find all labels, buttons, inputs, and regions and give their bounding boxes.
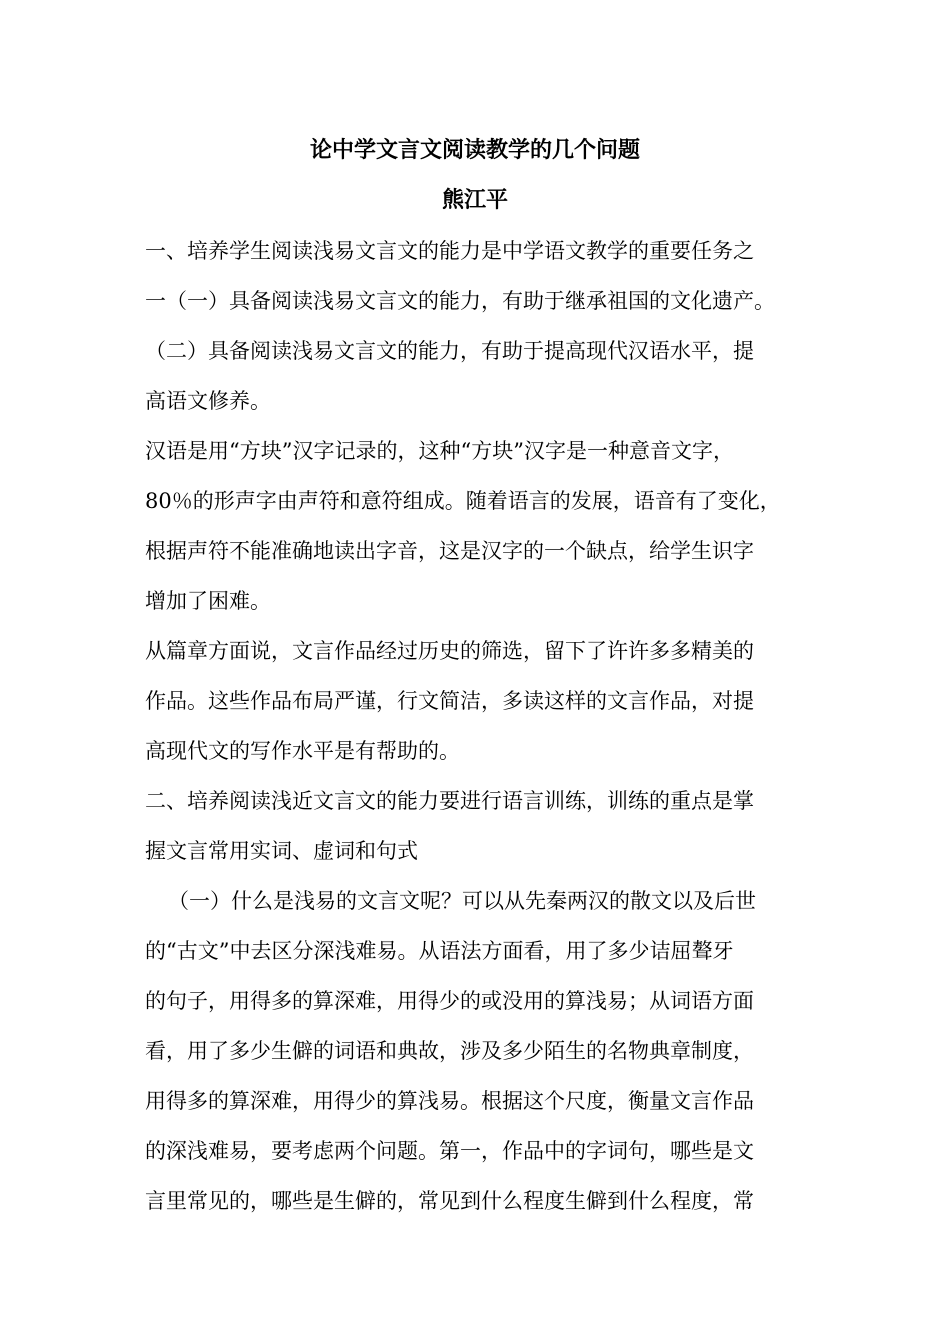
body-line: 80％的形声字由声符和意符组成。随着语言的发展，语音有了变化， (145, 489, 781, 513)
document-title: 论中学文言文阅读教学的几个问题 (309, 138, 640, 163)
body-line: 高语文修养。 (145, 389, 271, 413)
body-line: 汉语是用“方块”汉字记录的，这种“方块”汉字是一种意音文字， (145, 439, 734, 463)
author-name: 熊江平 (441, 188, 508, 213)
body-line: 的深浅难易，要考虑两个问题。第一，作品中的字词句，哪些是文 (145, 1139, 754, 1163)
body-line: 高现代文的写作水平是有帮助的。 (145, 739, 460, 763)
body-line: 的句子，用得多的算深难，用得少的或没用的算浅易；从词语方面 (145, 989, 754, 1013)
body-line: （二）具备阅读浅易文言文的能力，有助于提高现代汉语水平，提 (145, 339, 754, 363)
body-line: 从篇章方面说，文言作品经过历史的筛选，留下了许许多多精美的 (145, 639, 754, 663)
body-line: 用得多的算深难，用得少的算浅易。根据这个尺度，衡量文言作品 (145, 1089, 754, 1113)
body-line: 的“古文”中去区分深浅难易。从语法方面看，用了多少诘屈聱牙 (145, 939, 734, 963)
body-line: 一（一）具备阅读浅易文言文的能力，有助于继承祖国的文化遗产。 (145, 289, 775, 313)
body-line: 一、培养学生阅读浅易文言文的能力是中学语文教学的重要任务之 (145, 239, 754, 263)
body-line: （一）什么是浅易的文言文呢？可以从先秦两汉的散文以及后世 (168, 889, 756, 913)
body-line: 握文言常用实词、虚词和句式 (145, 839, 418, 863)
body-line: 二、培养阅读浅近文言文的能力要进行语言训练，训练的重点是掌 (145, 789, 754, 813)
body-line: 作品。这些作品布局严谨，行文简洁，多读这样的文言作品，对提 (145, 689, 754, 713)
body-line: 言里常见的，哪些是生僻的，常见到什么程度生僻到什么程度，常 (145, 1189, 754, 1213)
body-line: 看，用了多少生僻的词语和典故，涉及多少陌生的名物典章制度， (145, 1039, 754, 1063)
body-line: 增加了困难。 (145, 589, 271, 613)
body-line: 根据声符不能准确地读出字音，这是汉字的一个缺点，给学生识字 (145, 539, 754, 563)
